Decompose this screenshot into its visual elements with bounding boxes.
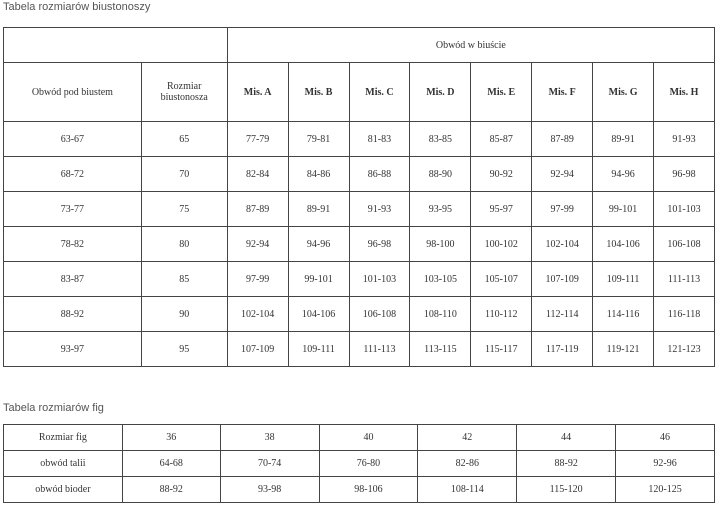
bust-value-cell: 89-91 — [288, 192, 349, 227]
value-cell: 88-92 — [122, 477, 220, 503]
value-cell: 70-74 — [220, 451, 319, 477]
bust-value-cell: 98-100 — [410, 227, 471, 262]
bust-value-cell: 92-94 — [532, 157, 593, 192]
bust-value-cell: 107-109 — [227, 332, 288, 367]
underbust-cell: 83-87 — [4, 262, 142, 297]
bra-table-caption: Tabela rozmiarów biustonoszy — [3, 1, 151, 13]
bust-value-cell: 109-111 — [288, 332, 349, 367]
underbust-cell: 78-82 — [4, 227, 142, 262]
table-row — [4, 157, 715, 192]
value-cell: 44 — [517, 425, 616, 451]
bust-value-cell: 103-105 — [410, 262, 471, 297]
bra-size-cell: 70 — [141, 157, 227, 192]
value-cell: 42 — [418, 425, 517, 451]
bust-value-cell: 91-93 — [349, 192, 410, 227]
bust-value-cell: 97-99 — [227, 262, 288, 297]
cup-header: Mis. H — [654, 63, 715, 122]
table-row — [4, 122, 715, 157]
bust-value-cell: 100-102 — [471, 227, 532, 262]
cup-header: Mis. C — [349, 63, 410, 122]
table-row — [4, 227, 715, 262]
bra-size-table — [3, 27, 715, 367]
table-row — [4, 425, 715, 451]
value-cell: 64-68 — [122, 451, 220, 477]
bust-value-cell: 102-104 — [227, 297, 288, 332]
bust-value-cell: 104-106 — [593, 227, 654, 262]
brief-size-table — [3, 424, 715, 503]
bust-value-cell: 101-103 — [349, 262, 410, 297]
underbust-cell: 73-77 — [4, 192, 142, 227]
value-cell: 93-98 — [220, 477, 319, 503]
bust-value-cell: 96-98 — [654, 157, 715, 192]
bust-value-cell: 83-85 — [410, 122, 471, 157]
table-row — [4, 451, 715, 477]
fig-table-caption: Tabela rozmiarów fig — [3, 402, 104, 414]
bust-circumference-header: Obwód w biuście — [227, 28, 714, 63]
bust-value-cell: 88-90 — [410, 157, 471, 192]
bust-value-cell: 95-97 — [471, 192, 532, 227]
bust-value-cell: 94-96 — [288, 227, 349, 262]
bust-value-cell: 106-108 — [349, 297, 410, 332]
bust-value-cell: 99-101 — [288, 262, 349, 297]
value-cell: 88-92 — [517, 451, 616, 477]
bra-size-cell: 80 — [141, 227, 227, 262]
bust-value-cell: 99-101 — [593, 192, 654, 227]
bust-value-cell: 116-118 — [654, 297, 715, 332]
bust-value-cell: 108-110 — [410, 297, 471, 332]
bust-value-cell: 111-113 — [349, 332, 410, 367]
value-cell: 108-114 — [418, 477, 517, 503]
bust-value-cell: 86-88 — [349, 157, 410, 192]
bust-value-cell: 102-104 — [532, 227, 593, 262]
bust-value-cell: 96-98 — [349, 227, 410, 262]
value-cell: 115-120 — [517, 477, 616, 503]
bust-value-cell: 97-99 — [532, 192, 593, 227]
underbust-header: Obwód pod biustem — [4, 63, 142, 122]
underbust-cell: 63-67 — [4, 122, 142, 157]
bust-value-cell: 82-84 — [227, 157, 288, 192]
bust-value-cell: 89-91 — [593, 122, 654, 157]
bust-value-cell: 101-103 — [654, 192, 715, 227]
bra-size-cell: 85 — [141, 262, 227, 297]
bust-value-cell: 92-94 — [227, 227, 288, 262]
bust-value-cell: 84-86 — [288, 157, 349, 192]
bust-value-cell: 115-117 — [471, 332, 532, 367]
underbust-cell: 93-97 — [4, 332, 142, 367]
bust-value-cell: 105-107 — [471, 262, 532, 297]
bra-size-cell: 65 — [141, 122, 227, 157]
table-row — [4, 192, 715, 227]
bust-value-cell: 114-116 — [593, 297, 654, 332]
bust-value-cell: 77-79 — [227, 122, 288, 157]
row-label-cell: obwód bioder — [4, 477, 123, 503]
bust-value-cell: 81-83 — [349, 122, 410, 157]
value-cell: 92-96 — [616, 451, 715, 477]
table-row — [4, 262, 715, 297]
value-cell: 38 — [220, 425, 319, 451]
value-cell: 98-106 — [319, 477, 418, 503]
value-cell: 82-86 — [418, 451, 517, 477]
bust-value-cell: 90-92 — [471, 157, 532, 192]
row-label-cell: obwód talii — [4, 451, 123, 477]
bust-value-cell: 91-93 — [654, 122, 715, 157]
cup-header: Mis. D — [410, 63, 471, 122]
bust-value-cell: 85-87 — [471, 122, 532, 157]
value-cell: 40 — [319, 425, 418, 451]
value-cell: 36 — [122, 425, 220, 451]
empty-header-cell — [4, 28, 228, 63]
table-row — [4, 297, 715, 332]
bust-value-cell: 113-115 — [410, 332, 471, 367]
underbust-cell: 88-92 — [4, 297, 142, 332]
bust-value-cell: 94-96 — [593, 157, 654, 192]
value-cell: 46 — [616, 425, 715, 451]
cup-header: Mis. A — [227, 63, 288, 122]
bust-value-cell: 117-119 — [532, 332, 593, 367]
bust-value-cell: 110-112 — [471, 297, 532, 332]
table-row — [4, 477, 715, 503]
cup-header: Mis. F — [532, 63, 593, 122]
bra-size-cell: 75 — [141, 192, 227, 227]
bra-size-cell: 95 — [141, 332, 227, 367]
bust-value-cell: 79-81 — [288, 122, 349, 157]
bust-value-cell: 93-95 — [410, 192, 471, 227]
value-cell: 120-125 — [616, 477, 715, 503]
bra-size-cell: 90 — [141, 297, 227, 332]
bust-value-cell: 119-121 — [593, 332, 654, 367]
bust-value-cell: 106-108 — [654, 227, 715, 262]
value-cell: 76-80 — [319, 451, 418, 477]
bust-value-cell: 104-106 — [288, 297, 349, 332]
bra-size-header: Rozmiar biustonosza — [141, 63, 227, 122]
bust-value-cell: 87-89 — [227, 192, 288, 227]
underbust-cell: 68-72 — [4, 157, 142, 192]
cup-header: Mis. G — [593, 63, 654, 122]
bust-value-cell: 87-89 — [532, 122, 593, 157]
row-label-cell: Rozmiar fig — [4, 425, 123, 451]
bust-value-cell: 107-109 — [532, 262, 593, 297]
bust-value-cell: 111-113 — [654, 262, 715, 297]
cup-header: Mis. B — [288, 63, 349, 122]
bust-value-cell: 112-114 — [532, 297, 593, 332]
table-row — [4, 332, 715, 367]
bust-value-cell: 121-123 — [654, 332, 715, 367]
cup-header: Mis. E — [471, 63, 532, 122]
bust-value-cell: 109-111 — [593, 262, 654, 297]
